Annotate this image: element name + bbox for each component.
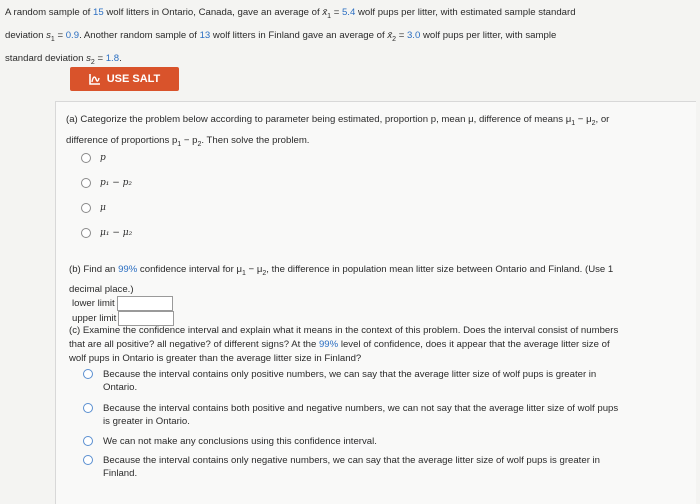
salt-chart-icon — [89, 73, 101, 85]
lower-limit-input[interactable] — [117, 296, 173, 311]
part-c-option-3[interactable]: We can not make any conclusions using this confidence interval. — [83, 435, 668, 448]
part-c-option-4[interactable]: Because the interval contains only negative numbers, we can say that the average litter size of wolf pups is greater in Finland. — [83, 454, 668, 480]
intro-line-3: standard deviation $s_2 = 1.8$. — [5, 52, 122, 66]
radio-c-2[interactable] — [83, 403, 93, 413]
mean-1: 5.4 — [341, 7, 356, 18]
use-salt-label: USE SALT — [106, 73, 161, 85]
sd-1: 0.9 — [65, 29, 80, 41]
option-p1-minus-p2[interactable] — [81, 173, 132, 193]
mean-2: 3.0 — [406, 29, 421, 41]
radio-p[interactable] — [81, 153, 91, 163]
option-p[interactable] — [81, 148, 132, 168]
intro-line-2: deviation $s_1 = 0.9$. Another random sample of 13 wolf litters in Finland gave an average of $x̄_2 = 3.0$ wolf pups per litter, with sample — [5, 29, 557, 43]
radio-c-1[interactable] — [83, 369, 93, 379]
part-b-prompt: (b) Find an 99% confidence interval for $\mu_1 - \mu_2$, the difference in population mean litter size between Ontario and Finland. (Use 1 decimal place.) — [69, 264, 614, 295]
lower-limit-row — [72, 295, 173, 311]
option-p-label: p — [100, 153, 106, 163]
sd-2: 1.8 — [105, 52, 120, 64]
radio-c-3[interactable] — [83, 436, 93, 446]
sample-size-2: 13 — [199, 29, 211, 41]
option-mu1-minus-mu2-label: μ₁ − μ₂ — [100, 228, 133, 238]
intro-line-1: A random sample of 15 wolf litters in Ontario, Canada, gave an average of $x̄_1 = 5.4$ wolf pups per litter, with estimated sample standard — [5, 7, 576, 20]
radio-mu[interactable] — [81, 203, 91, 213]
problem-statement — [5, 3, 695, 72]
option-mu-label: μ — [100, 203, 106, 213]
part-a-options — [81, 148, 132, 248]
lower-limit-label: lower limit — [72, 297, 115, 309]
option-mu1-minus-mu2[interactable] — [81, 223, 132, 243]
option-mu[interactable] — [81, 198, 132, 218]
option-p1-minus-p2-label: p₁ − p₂ — [100, 178, 133, 188]
part-c-prompt: (c) Examine the confidence interval and explain what it means in the context of this problem. Does the interval consist of numbers that are all positive? all negative? of different signs? At the 99% level of confidence, does it appear that the average litter size of wolf pups in Ontario is greater than the average litter size in Finland? — [69, 325, 619, 364]
radio-mu1-minus-mu2[interactable] — [81, 228, 91, 238]
radio-c-4[interactable] — [83, 455, 93, 465]
radio-p1-minus-p2[interactable] — [81, 178, 91, 188]
part-c-option-2[interactable]: Because the interval contains both positive and negative numbers, we can not say that the average litter size of wolf pups is greater in Ontario. — [83, 402, 668, 428]
upper-limit-label: upper limit — [72, 312, 117, 324]
question-panel — [55, 101, 696, 504]
part-c-option-1[interactable]: Because the interval contains only positive numbers, we can say that the average litter size of wolf pups is greater in Ontario. — [83, 368, 668, 394]
part-a-prompt: (a) Categorize the problem below according to parameter being estimated, proportion p, mean μ, difference of means $\mu_1 - \mu_2$, or difference of proportions $p_1 - p_2$. Then solve the problem. — [66, 114, 610, 148]
sample-size-1: 15 — [93, 7, 104, 18]
use-salt-button[interactable] — [70, 67, 179, 91]
